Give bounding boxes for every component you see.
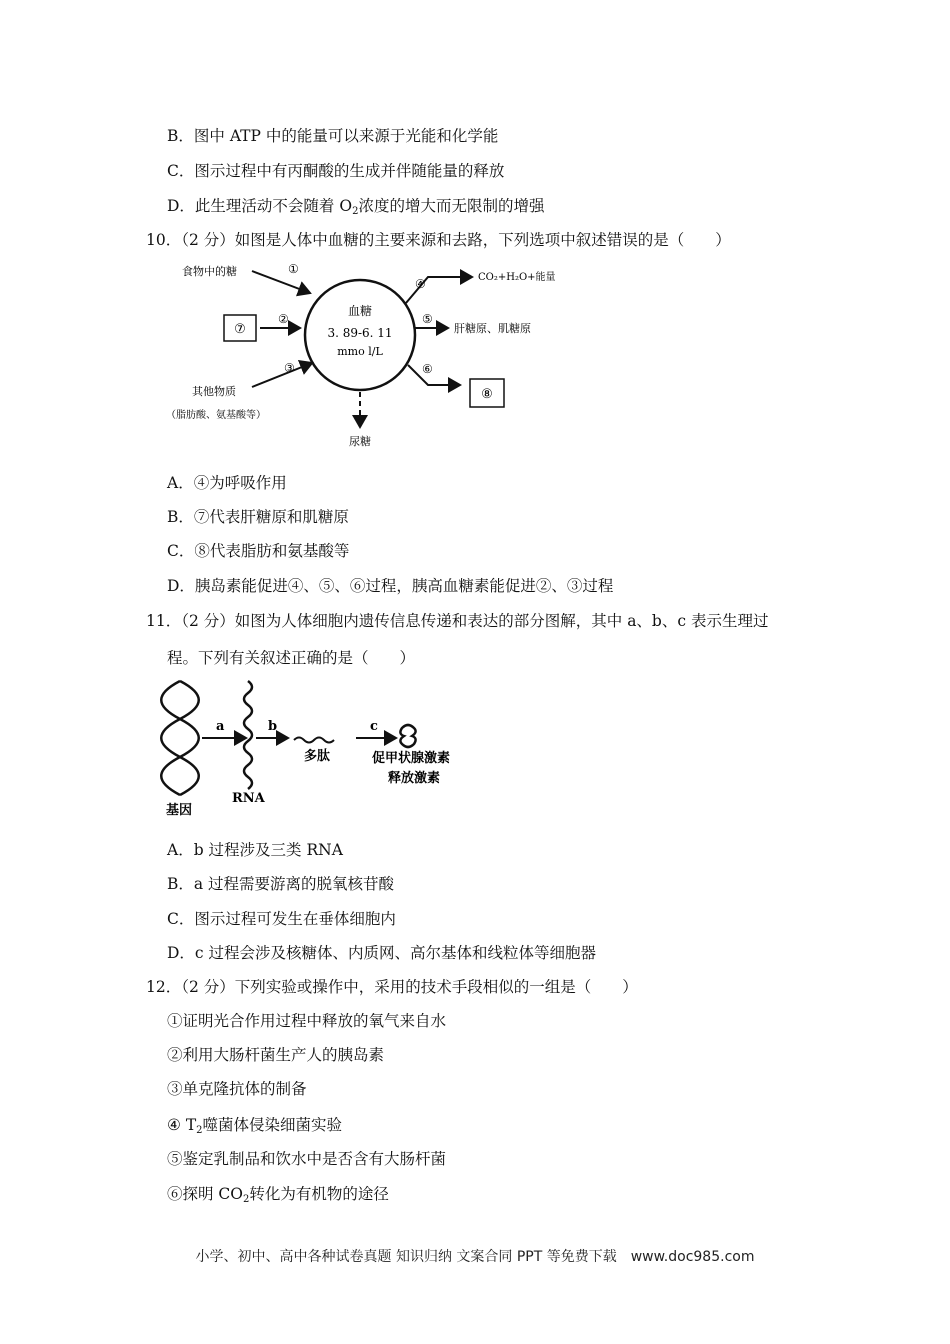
- q11-option-d: D．c 过程会涉及核糖体、内质网、高尔基体和线粒体等细胞器: [167, 944, 597, 962]
- svg-text:⑦: ⑦: [234, 322, 246, 337]
- q10-option-c: C．⑧代表脂肪和氨基酸等: [167, 542, 350, 560]
- page-footer: 小学、初中、高中各种试卷真题 知识归纳 文案合同 PPT 等免费下载 www.doc985.com: [195, 1249, 755, 1265]
- gene-expression-diagram: [160, 676, 500, 826]
- q10-option-b: B．⑦代表肝糖原和肌糖原: [167, 508, 349, 526]
- svg-text:①: ①: [288, 262, 299, 276]
- q12-item-3: ③单克隆抗体的制备: [167, 1080, 307, 1098]
- peptide-label: 多肽: [304, 749, 331, 764]
- q11-stem-line1: 11．（2 分）如图为人体细胞内遗传信息传递和表达的部分图解，其中 a、b、c 表示生理过: [146, 612, 769, 630]
- blood-sugar-diagram: [160, 255, 580, 455]
- svg-text:⑤: ⑤: [422, 312, 433, 326]
- peptide-chain: [294, 738, 334, 743]
- q12-item-2: ②利用大肠杆菌生产人的胰岛素: [167, 1046, 385, 1064]
- rna-strand: [244, 681, 252, 789]
- svg-text:⑧: ⑧: [481, 387, 493, 402]
- rna-label: RNA: [232, 791, 265, 806]
- q12-item-1: ①证明光合作用过程中释放的氧气来自水: [167, 1012, 447, 1030]
- q12-stem: 12．（2 分）下列实验或操作中，采用的技术手段相似的一组是（ ）: [146, 978, 638, 996]
- q12-item-6: ⑥探明 $CO_2$转化为有机物的途径: [167, 1185, 389, 1205]
- q11-stem-line2: 程。下列有关叙述正确的是（ ）: [167, 649, 416, 667]
- protein-icon: [400, 725, 415, 747]
- hormone-label-1: 促甲状腺激素: [372, 751, 451, 766]
- urine-sugar-label: 尿糖: [349, 435, 371, 448]
- q11-option-a: A．b 过程涉及三类 RNA: [167, 841, 343, 859]
- q9-option-b: B．图中 ATP 中的能量可以来源于光能和化学能: [167, 127, 499, 145]
- q9-option-c: C．图示过程中有丙酮酸的生成并伴随能量的释放: [167, 162, 505, 180]
- q11-option-c: C．图示过程可发生在垂体细胞内: [167, 910, 396, 928]
- other-substances-label: 其他物质: [192, 385, 236, 398]
- svg-text:⑥: ⑥: [422, 362, 433, 376]
- q12-item-4: ④ $T_2$噬菌体侵染细菌实验: [167, 1116, 343, 1136]
- q11-option-b: B．a 过程需要游离的脱氧核苷酸: [167, 875, 395, 893]
- gene-label: 基因: [166, 803, 193, 818]
- output-5-label: 肝糖原、肌糖原: [454, 322, 531, 335]
- food-sugar-label: 食物中的糖: [182, 265, 237, 278]
- other-substances-note: （脂肪酸、氨基酸等）: [166, 410, 266, 421]
- blood-sugar-title: 血糖: [347, 304, 373, 318]
- svg-text:b: b: [268, 719, 278, 734]
- svg-text:a: a: [216, 719, 225, 734]
- dna-strand-2: [161, 681, 199, 795]
- q10-stem: 10．（2 分）如图是人体中血糖的主要来源和去路，下列选项中叙述错误的是（ ）: [146, 231, 731, 249]
- hormone-label-2: 释放激素: [388, 771, 441, 786]
- q10-option-d: D．胰岛素能促进④、⑤、⑥过程，胰高血糖素能促进②、③过程: [167, 577, 614, 595]
- blood-sugar-range: 3. 89-6. 11: [327, 326, 393, 340]
- svg-text:c: c: [370, 719, 378, 734]
- q12-item-5: ⑤鉴定乳制品和饮水中是否含有大肠杆菌: [167, 1150, 447, 1168]
- dna-strand-1: [161, 681, 199, 795]
- output-4-label: CO₂+H₂O+能量: [478, 272, 556, 283]
- q10-option-a: A．④为呼吸作用: [167, 474, 287, 492]
- q9-option-d: D．此生理活动不会随着 $O_2$浓度的增大而无限制的增强: [167, 197, 545, 217]
- svg-text:②: ②: [278, 312, 289, 326]
- blood-sugar-unit: mmo l/L: [337, 345, 383, 358]
- svg-text:④: ④: [415, 277, 426, 291]
- svg-text:③: ③: [284, 361, 295, 375]
